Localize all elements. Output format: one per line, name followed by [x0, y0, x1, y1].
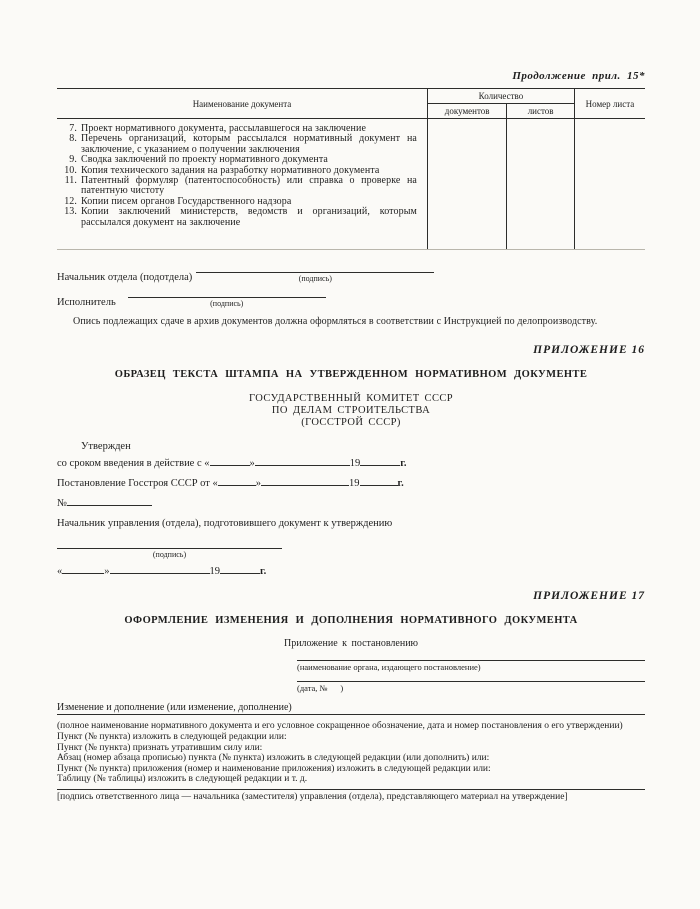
year-prefix: 19 [349, 477, 360, 489]
year-prefix: 19 [349, 457, 361, 469]
item-text: Копии заключений министерств, ведомств и организаций, которым рассылался документ на заключение [81, 206, 417, 228]
table-row [59, 134, 423, 155]
appendix16-label: ПРИЛОЖЕНИЕ 16 [533, 343, 645, 356]
number-label: № [57, 497, 68, 509]
executor-label: Исполнитель [57, 297, 116, 308]
resolution-line [57, 476, 645, 492]
blank-underline [297, 649, 645, 661]
responsible-signature-note: [подпись ответственного лица — начальника (заместителя) управления (отдела), представляющего материал на утверждение] [57, 791, 568, 802]
effective-prefix: со сроком введения в действие с [57, 457, 202, 469]
item-text: Патентный формуляр (патентоспособность) или справка о проверке на патентную чистоту [81, 175, 417, 197]
item-text: Перечень организаций, которым рассылался нормативный документ на заключение, с указанием о получении заключения [81, 133, 417, 155]
item-number: 11. [64, 175, 77, 187]
chief-signature-field [196, 262, 434, 283]
instruction-lines [57, 732, 645, 785]
item-text: Проект нормативного документа, рассылавшегося на заключение [81, 123, 366, 134]
chief-label: Начальник отдела (подотдела) [57, 272, 193, 283]
blank-underline [67, 496, 152, 506]
blank-underline [261, 476, 349, 486]
signature-blank [128, 287, 326, 298]
open-quote: « [204, 457, 210, 469]
org-line-2: ПО ДЕЛАМ СТРОИТЕЛЬСТВА [271, 404, 431, 416]
instruction-line: Пункт (№ пункта) изложить в следующей редакции или: [57, 732, 287, 742]
table-row [59, 176, 423, 197]
signature-line-chief [57, 262, 645, 283]
signature-hint: (подпись) [210, 299, 244, 308]
document-name-cell [57, 119, 427, 250]
signature-hint: (подпись) [298, 274, 332, 283]
issuing-org-hint: (наименование органа, издающего постановление) [297, 661, 481, 672]
close-quote: » [255, 477, 261, 489]
approver-signature-field [57, 538, 282, 559]
item-text: Копии писем органов Государственного надзора [81, 195, 292, 207]
blank-underline [218, 476, 256, 486]
year-suffix: г. [400, 457, 407, 469]
item-number: 10. [64, 164, 77, 176]
change-addition-line: Изменение и дополнение (или изменение, дополнение) [57, 702, 645, 715]
attachment-subtitle: Приложение к постановлению [283, 637, 419, 649]
document-fullname-hint: (полное наименование нормативного документа и его условное сокращенное обозначение, дата и номер постановления о его утверждении) [57, 720, 623, 731]
head-approver-line: Начальник управления (отдела), подготовившего документ к утверждению [57, 517, 393, 529]
org-line-3: (ГОССТРОЙ СССР) [301, 416, 401, 428]
column-header-sheets: листов [507, 104, 575, 119]
blank-underline [297, 672, 645, 682]
blank-underline [110, 564, 210, 574]
blank-underline [62, 564, 104, 574]
note-paragraph: Опись подлежащих сдаче в архив документов должна оформляться в соответствии с Инструкцией по делопроизводству. [73, 316, 598, 327]
year-suffix: г. [260, 565, 267, 577]
document-items-list [57, 119, 427, 228]
signature-blank [196, 262, 434, 273]
item-number: 8. [69, 133, 77, 145]
item-number: 7. [69, 123, 77, 134]
item-text: Копия технического задания на разработку нормативного документа [81, 164, 380, 176]
number-line [57, 496, 645, 512]
year-suffix: г. [397, 477, 404, 489]
instruction-line: Абзац (номер абзаца прописью) пункта (№ пункта) изложить в следующей редакции (или дополнить) или: [57, 753, 490, 764]
sheet-number-cell [574, 119, 645, 250]
column-header-sheet-number: Номер листа [574, 89, 645, 119]
blank-underline [220, 564, 260, 574]
signature-hint: (подпись) [152, 549, 187, 559]
column-header-documents: документов [427, 104, 506, 119]
sheets-count-cell [507, 119, 575, 250]
signature-line-executor [57, 287, 645, 308]
close-quote: » [104, 565, 110, 577]
year-prefix: 19 [209, 565, 220, 577]
date-number-hint: (дата, № ) [297, 682, 344, 693]
org-name-block [57, 393, 645, 429]
close-quote: » [249, 457, 255, 469]
effective-date-line [57, 456, 645, 472]
table-row [59, 207, 423, 228]
item-number: 12. [64, 195, 77, 207]
open-quote: « [212, 477, 218, 489]
column-header-document-name: Наименование документа [57, 89, 427, 119]
item-text: Сводка заключений по проекту нормативного документа [81, 154, 328, 166]
page-caption: Продолжение прил. 15* [512, 70, 645, 82]
executor-signature-field [128, 287, 326, 308]
blank-underline [360, 476, 398, 486]
instruction-line: Таблицу (№ таблицы) изложить в следующей редакции и т. д. [57, 774, 308, 785]
item-number: 9. [69, 154, 77, 166]
approval-date-line [57, 564, 645, 580]
blank-underline [210, 456, 250, 466]
org-line-1: ГОСУДАРСТВЕННЫЙ КОМИТЕТ СССР [249, 392, 453, 404]
instruction-line: Пункт (№ пункта) приложения (номер и наименование приложения) изложить в следующей редакции или: [57, 763, 491, 774]
instruction-line: Пункт (№ пункта) признать утратившим силу или: [57, 742, 263, 753]
appendix16-title: ОБРАЗЕЦ ТЕКСТА ШТАМПА НА УТВЕРЖДЕННОМ НОРМАТИВНОМ ДОКУМЕНТЕ [114, 368, 588, 380]
blank-underline [255, 456, 350, 466]
documents-count-cell [427, 119, 506, 250]
separator-rule [57, 789, 645, 790]
appendix17-title: ОФОРМЛЕНИЕ ИЗМЕНЕНИЯ И ДОПОЛНЕНИЯ НОРМАТИВНОГО ДОКУМЕНТА [124, 614, 578, 626]
signature-blank [57, 538, 282, 549]
appendix17-label: ПРИЛОЖЕНИЕ 17 [533, 589, 645, 602]
resolution-prefix: Постановление Госстроя СССР от [57, 477, 210, 489]
archive-documents-table [57, 88, 645, 250]
approved-label: Утвержден [81, 440, 131, 452]
blank-underline [360, 456, 400, 466]
column-header-quantity: Количество [427, 89, 574, 104]
item-number: 13. [64, 206, 77, 218]
open-quote: « [57, 565, 63, 577]
